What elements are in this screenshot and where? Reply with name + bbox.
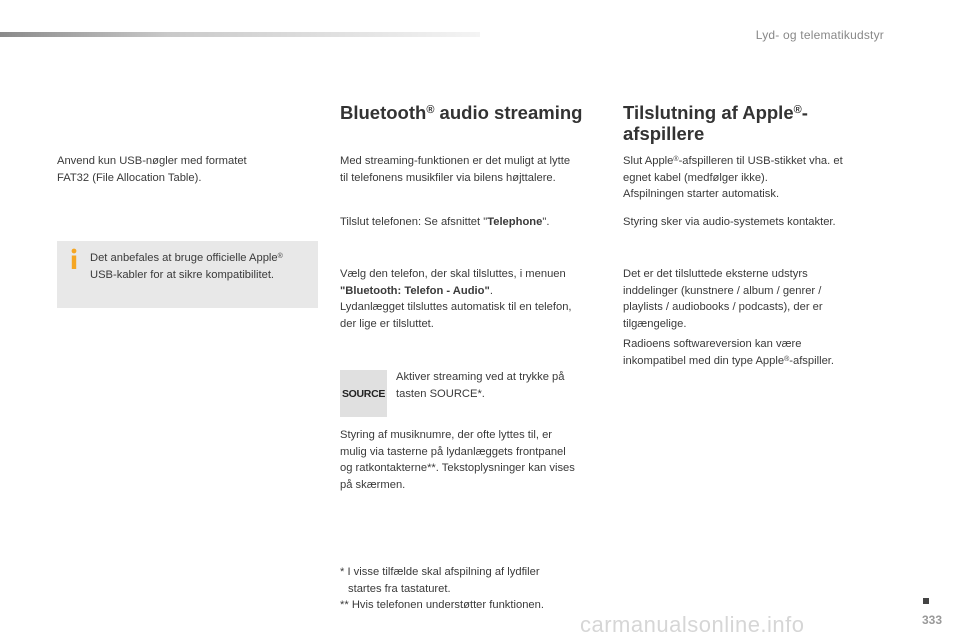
bt-menu-path: "Bluetooth: Telefon - Audio": [340, 284, 490, 297]
apple-p3-line-1: Det er det tilsluttede eksterne udstyrs: [623, 268, 808, 280]
note-line-2: USB-kabler for at sikre kompatibilitet.: [90, 268, 275, 281]
footnote-1-line-2: startes fra tastaturet.: [348, 582, 451, 595]
usb-format-text: [57, 153, 317, 186]
apple-p3-line-4: tilgængelige.: [623, 317, 687, 330]
apple-p1-a: Slut Apple: [623, 155, 674, 167]
apple-heading-dash: -: [801, 102, 808, 123]
apple-p3-line-3: playlists / audiobooks / podcasts), der er: [623, 301, 823, 313]
apple-p1-line-2: egnet kabel (medfølger ikke).: [623, 171, 768, 184]
bluetooth-section: [340, 102, 610, 123]
note-line-1: Det anbefales at bruge officielle Apple: [90, 252, 278, 264]
bluetooth-heading-text: Bluetooth: [340, 102, 427, 123]
apple-heading: [623, 102, 903, 144]
bt-p3-bold-suffix: .: [489, 284, 493, 297]
bt-p5-line-1: Styring af musiknumre, der ofte lyttes til, er: [340, 429, 553, 441]
page-number: 333: [921, 613, 942, 627]
bt-p2-prefix: Tilslut telefonen: Se afsnittet ": [340, 216, 488, 228]
registered-mark: ®: [673, 156, 679, 163]
bt-p1-line-2: til telefonens musikfiler via bilens højttalere.: [340, 171, 556, 184]
apple-categories: [623, 266, 903, 332]
bt-p3-line-3: Lydanlægget tilsluttes automatisk til en telefon,: [340, 301, 572, 313]
watermark: carmanualsonline.info: [580, 612, 805, 637]
bluetooth-intro: [340, 153, 610, 186]
registered-mark: ®: [793, 104, 802, 116]
bluetooth-heading-text-2: audio streaming: [434, 102, 583, 123]
bt-p2-suffix: ".: [542, 216, 550, 228]
chapter-title: Lyd- og telematikudstyr: [755, 28, 884, 42]
footnote-1-line-1: * I visse tilfælde skal afspilning af lydfiler: [340, 566, 540, 578]
bt-p4-line-2: tasten SOURCE*.: [396, 387, 485, 400]
bluetooth-activate: [396, 369, 606, 402]
info-note-text: [90, 250, 316, 283]
source-label: SOURCE: [341, 387, 386, 400]
page-marker: [923, 598, 929, 604]
apple-p2: Styring sker via audio-systemets kontakter.: [623, 216, 836, 228]
bluetooth-connect: [340, 214, 610, 231]
bt-p1-line-1: Med streaming-funktionen er det muligt at lytte: [340, 155, 571, 167]
apple-heading-text: Tilslutning af Apple: [623, 102, 794, 123]
apple-section: [623, 102, 903, 144]
apple-connect: [623, 153, 903, 203]
apple-p4-b: -afspiller.: [789, 354, 835, 367]
bluetooth-controls: [340, 427, 610, 493]
bluetooth-select-phone: [340, 266, 610, 332]
apple-compatibility: [623, 336, 903, 369]
apple-p4-line-1: Radioens softwareversion kan være: [623, 338, 802, 350]
apple-p1-line-3: Afspilningen starter automatisk.: [623, 188, 780, 200]
header-gradient-bar: [0, 32, 480, 37]
footnotes: [340, 564, 610, 614]
telephone-link-text: Telephone: [487, 216, 543, 228]
info-note-box: [57, 241, 318, 308]
bt-p5-line-4: på skærmen.: [340, 478, 406, 491]
bt-p4-line-1: Aktiver streaming ved at trykke på: [396, 371, 565, 383]
usb-text-line-2: FAT32 (File Allocation Table).: [57, 171, 202, 184]
bt-p3-line-4: der lige er tilsluttet.: [340, 317, 434, 330]
apple-controls: [623, 214, 903, 231]
apple-p1-b: -afspilleren til USB-stikket vha. et: [678, 155, 843, 167]
info-icon: [69, 248, 79, 270]
registered-mark: ®: [784, 355, 790, 363]
registered-mark: ®: [277, 253, 283, 260]
usb-text-line-1: Anvend kun USB-nøgler med formatet: [57, 155, 247, 167]
apple-p4-a: inkompatibel med din type Apple: [623, 354, 785, 367]
bt-p5-line-2: mulig via tasterne på lydanlæggets frontpanel: [340, 445, 566, 458]
apple-p3-line-2: inddelinger (kunstnere / album / genrer /: [623, 284, 822, 297]
apple-heading-text-2: afspillere: [623, 123, 705, 144]
footnote-2: ** Hvis telefonen understøtter funktionen.: [340, 599, 544, 611]
bt-p5-line-3: og ratkontakterne**. Tekstoplysninger kan vises: [340, 462, 575, 474]
bluetooth-heading: [340, 102, 610, 123]
bt-p3-line-1: Vælg den telefon, der skal tilsluttes, i menuen: [340, 268, 566, 280]
registered-mark: ®: [426, 104, 435, 116]
source-button-illustration: [340, 370, 387, 417]
